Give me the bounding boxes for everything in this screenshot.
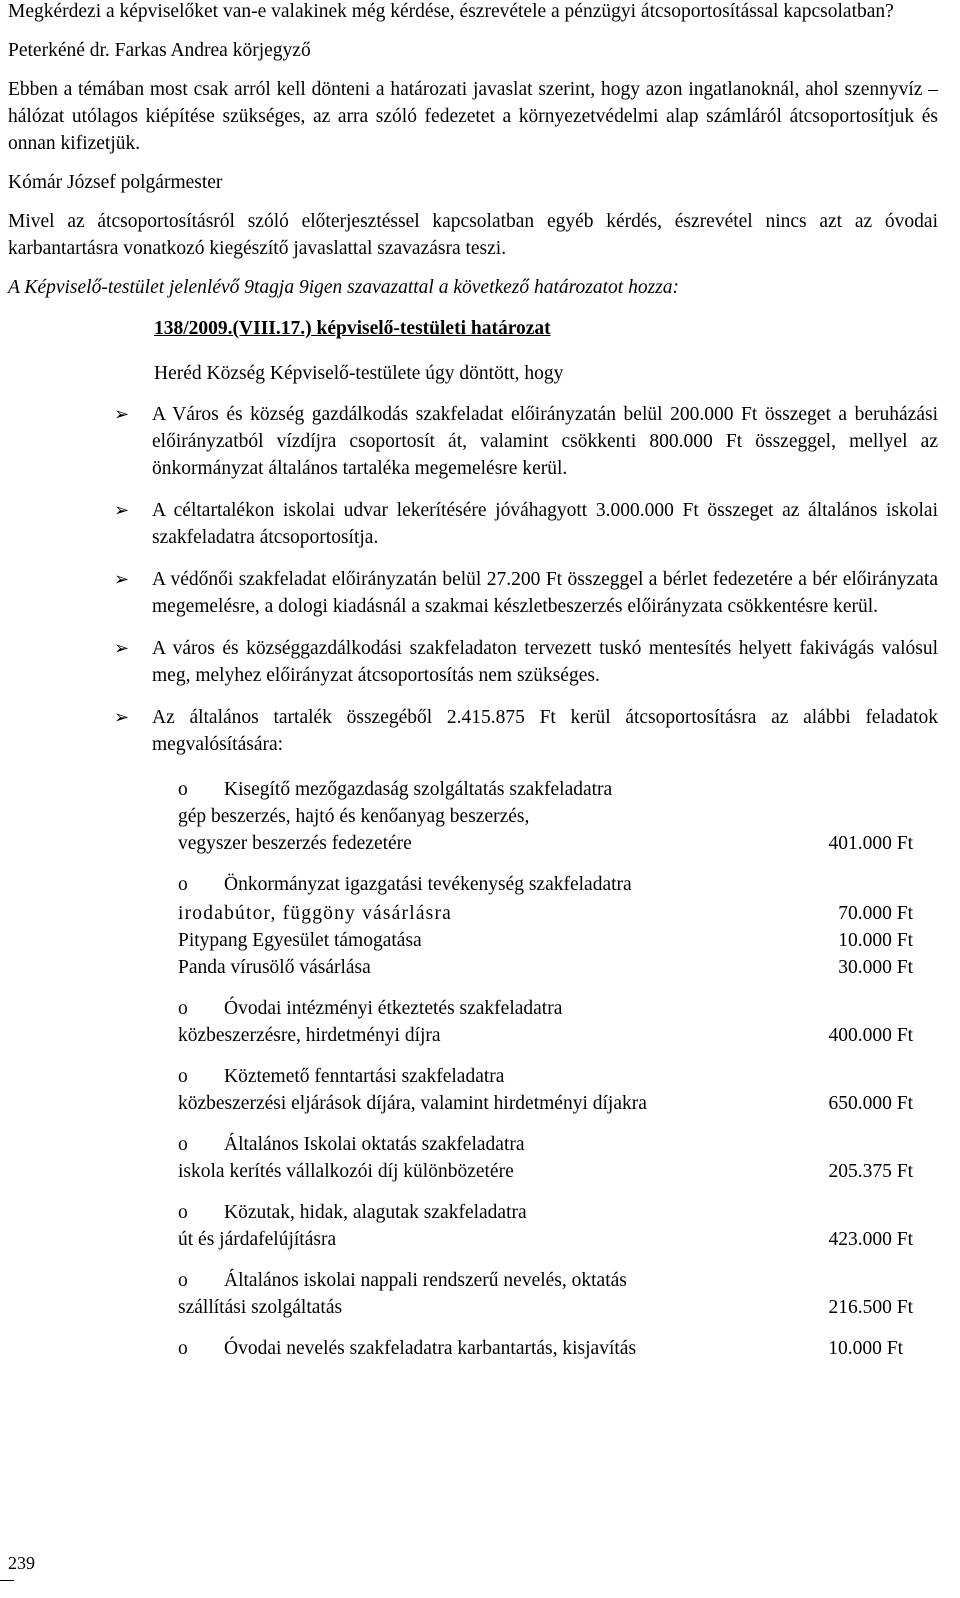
resolution-point-text: A város és községgazdálkodási szakfeladaton tervezett tuskó mentesítés helyett fakivágás valósul meg, melyhez előirányzat átcsoportosítás nem szükséges. xyxy=(152,638,938,686)
allocation-purpose: szállítási szolgáltatás xyxy=(178,1297,343,1318)
circle-bullet-icon: o xyxy=(178,1066,188,1087)
resolution-point-text: A céltartalékon iskolai udvar lekerítésére jóváhagyott 3.000.000 Ft összeget az általános iskolai szakfeladatra átcsoportosítja. xyxy=(152,500,938,548)
page-corner-divider xyxy=(0,1580,14,1598)
resolution-points xyxy=(8,401,938,758)
notary-speech: Ebben a témában most csak arról kell dönteni a határozati javaslat szerint, hogy azon ingatlanoknál, ahol szennyvíz –hálózat utólagos kiépítése szükséges, az arra szóló fedezetet a környezetvédelmi alap számláról átcsoportosítjuk és onnan kifizetjük. xyxy=(8,79,938,154)
allocation-heading: Óvodai nevelés szakfeladatra karbantartás, kisjavítás xyxy=(224,1338,637,1359)
circle-bullet-icon: o xyxy=(178,998,188,1019)
resolution-point xyxy=(8,497,938,551)
allocation-purpose: vegyszer beszerzés fedezetére xyxy=(178,833,412,854)
speaker-mayor: Kómár József polgármester xyxy=(8,172,223,193)
allocation-purpose: közbeszerzési eljárások díjára, valamint hirdetményi díjakra xyxy=(178,1093,647,1114)
allocation-list xyxy=(8,776,938,1362)
allocation-item xyxy=(8,871,938,981)
allocation-purpose: Pitypang Egyesület támogatása xyxy=(178,930,422,951)
allocation-heading: Önkormányzat igazgatási tevékenység szakfeladatra xyxy=(224,874,632,895)
allocation-item xyxy=(8,1199,938,1253)
allocation-purpose: iskola kerítés vállalkozói díj különbözetére xyxy=(178,1161,514,1182)
allocation-amount: 10.000 Ft xyxy=(838,930,913,951)
circle-bullet-icon: o xyxy=(178,1338,188,1359)
allocation-amount: 400.000 Ft xyxy=(828,1025,913,1046)
mayor-speech: Mivel az átcsoportosításról szóló előterjesztéssel kapcsolatban egyéb kérdés, észrevétel nincs azt az óvodai karbantartásra vonatkozó kiegészítő javaslattal szavazásra teszi. xyxy=(8,211,938,259)
allocation-heading: Általános Iskolai oktatás szakfeladatra xyxy=(224,1134,525,1155)
allocation-amount: 10.000 Ft xyxy=(828,1338,903,1359)
allocation-amount: 216.500 Ft xyxy=(828,1297,913,1318)
allocation-heading: Köztemető fenntartási szakfeladatra xyxy=(224,1066,505,1087)
allocation-heading: Közutak, hidak, alagutak szakfeladatra xyxy=(224,1202,527,1223)
resolution-point-text: Az általános tartalék összegéből 2.415.875 Ft kerül átcsoportosításra az alábbi feladatok megvalósítására: xyxy=(152,707,938,755)
allocation-item xyxy=(8,776,938,857)
resolution-intro: Heréd Község Képviselő-testülete úgy döntött, hogy xyxy=(154,363,564,384)
allocation-purpose: út és járdafelújításra xyxy=(178,1229,337,1250)
resolution-point xyxy=(8,401,938,482)
allocation-amount: 205.375 Ft xyxy=(828,1161,913,1182)
circle-bullet-icon: o xyxy=(178,1202,188,1223)
resolution-point-text: A Város és község gazdálkodás szakfeladat előirányzatán belül 200.000 Ft összeget a beruházási előirányzatból vízdíjra csoportosít át, valamint csökkenti 800.000 Ft összeggel, mellyel az önkormányzat általános tartaléka megemelésre kerül. xyxy=(152,404,938,479)
allocation-purpose: Panda vírusölő vásárlása xyxy=(178,957,371,978)
arrow-bullet-icon: ➢ xyxy=(114,404,130,424)
resolution-point-text: A védőnői szakfeladat előirányzatán belül 27.200 Ft összeggel a bérlet fedezetére a bér előirányzata megemelésre, a dologi kiadásnál a szakmai készletbeszerzés előirányzata csökkentésre kerül. xyxy=(152,569,938,617)
document-page xyxy=(8,0,938,1376)
page-number: 239 xyxy=(8,1553,35,1573)
circle-bullet-icon: o xyxy=(178,874,188,895)
allocation-item xyxy=(8,1335,938,1362)
resolution-point xyxy=(8,566,938,620)
arrow-bullet-icon: ➢ xyxy=(114,707,130,727)
speaker-notary: Peterkéné dr. Farkas Andrea körjegyző xyxy=(8,40,311,61)
circle-bullet-icon: o xyxy=(178,1134,188,1155)
allocation-purpose: közbeszerzésre, hirdetményi díjra xyxy=(178,1025,441,1046)
allocation-heading: Kisegítő mezőgazdaság szolgáltatás szakfeladatra xyxy=(224,779,613,800)
allocation-item xyxy=(8,1063,938,1117)
allocation-amount: 423.000 Ft xyxy=(828,1229,913,1250)
vote-statement: A Képviselő-testület jelenlévő 9tagja 9igen szavazattal a következő határozatot hozza: xyxy=(8,277,680,298)
allocation-purpose: irodabútor, függöny vásárlásra xyxy=(178,903,453,924)
allocation-purpose: gép beszerzés, hajtó és kenőanyag beszerzés, xyxy=(178,806,530,827)
allocation-amount: 30.000 Ft xyxy=(838,957,913,978)
arrow-bullet-icon: ➢ xyxy=(114,500,130,520)
intro-paragraph: Megkérdezi a képviselőket van-e valakinek még kérdése, észrevétele a pénzügyi átcsoportosítással kapcsolatban? xyxy=(8,1,894,22)
resolution-point xyxy=(8,704,938,758)
arrow-bullet-icon: ➢ xyxy=(114,638,130,658)
allocation-amount: 650.000 Ft xyxy=(828,1093,913,1114)
allocation-amount: 70.000 Ft xyxy=(838,903,913,924)
allocation-amount: 401.000 Ft xyxy=(828,833,913,854)
arrow-bullet-icon: ➢ xyxy=(114,569,130,589)
allocation-heading: Óvodai intézményi étkeztetés szakfeladatra xyxy=(224,998,563,1019)
allocation-item xyxy=(8,995,938,1049)
circle-bullet-icon: o xyxy=(178,779,188,800)
allocation-item xyxy=(8,1267,938,1321)
allocation-heading: Általános iskolai nappali rendszerű nevelés, oktatás xyxy=(224,1270,627,1291)
allocation-item xyxy=(8,1131,938,1185)
circle-bullet-icon: o xyxy=(178,1270,188,1291)
resolution-title: 138/2009.(VIII.17.) képviselő-testületi határozat xyxy=(154,318,551,339)
resolution-point xyxy=(8,635,938,689)
